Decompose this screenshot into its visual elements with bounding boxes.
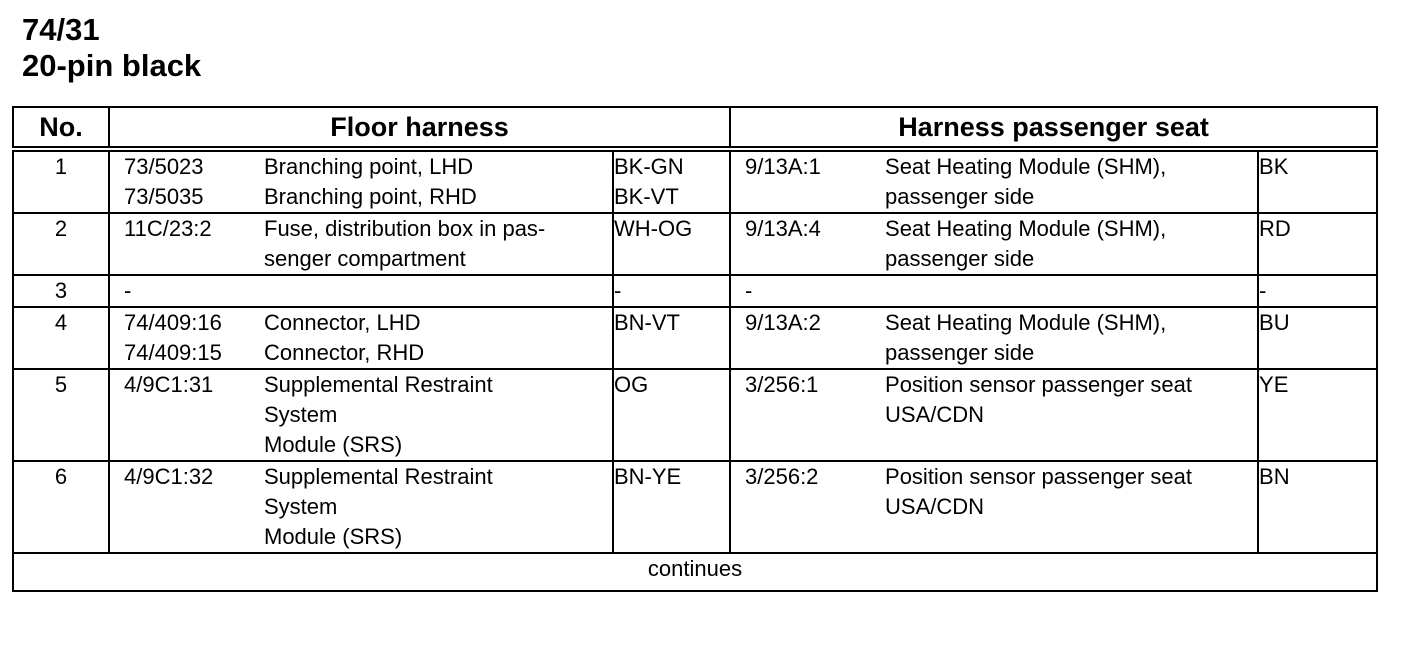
pin-number: 2 [13,213,109,275]
seat-wire-color: BU [1258,307,1377,369]
seat-connector-code: 9/13A:1 [745,154,821,179]
seat-wire-color: BK [1258,149,1377,213]
seat-description: Seat Heating Module (SHM), [885,310,1167,335]
seat-description: passenger side [885,246,1035,271]
floor-description: Fuse, distribution box in pas- [264,216,546,241]
seat-description: Position sensor passenger seat [885,372,1192,397]
floor-description: Branching point, RHD [264,184,477,209]
floor-description: Branching point, LHD [264,154,474,179]
wire-color-code: WH-OG [614,216,693,241]
wire-color-code: BK-VT [614,184,679,209]
floor-description: Module (SRS) [264,432,403,457]
table-row [13,275,1377,307]
seat-description: Position sensor passenger seat [885,464,1192,489]
floor-harness-cell [109,369,613,461]
floor-description: senger compartment [264,246,466,271]
connector-code: 74/31 [22,12,100,47]
floor-harness-cell [109,307,613,369]
table-row [13,213,1377,275]
floor-connector-code: 4/9C1:31 [124,372,214,397]
passenger-seat-cell [730,369,1258,461]
floor-connector-code: 74/409:16 [124,310,222,335]
pin-number: 5 [13,369,109,461]
floor-connector-code: 11C/23:2 [124,216,212,241]
seat-description: passenger side [885,340,1035,365]
column-header-passenger-seat: Harness passenger seat [730,107,1377,149]
wire-color-code: BN-VT [614,310,680,335]
floor-wire-color [613,275,730,307]
floor-description: Module (SRS) [264,524,403,549]
seat-description: USA/CDN [885,402,985,427]
floor-wire-color [613,461,730,553]
passenger-seat-cell [730,461,1258,553]
seat-connector-code: - [745,278,753,303]
seat-wire-color: RD [1258,213,1377,275]
floor-connector-code: 4/9C1:32 [124,464,214,489]
floor-connector-code: 74/409:15 [124,340,222,365]
table-row [13,369,1377,461]
seat-description: USA/CDN [885,494,985,519]
seat-wire-color: BN [1258,461,1377,553]
floor-wire-color [613,213,730,275]
floor-harness-cell [109,213,613,275]
seat-connector-code: 9/13A:4 [745,216,821,241]
passenger-seat-cell [730,213,1258,275]
floor-description: Supplemental Restraint [264,372,493,397]
pin-number: 1 [13,149,109,213]
pin-number: 3 [13,275,109,307]
column-header-no: No. [13,107,109,149]
table-footer-row [13,553,1377,591]
floor-harness-cell [109,275,613,307]
table-header-row [13,107,1377,149]
floor-wire-color [613,369,730,461]
seat-description: passenger side [885,184,1035,209]
column-header-floor-harness: Floor harness [109,107,730,149]
seat-wire-color: - [1258,275,1377,307]
pinout-table [12,106,1378,592]
connector-description: 20-pin black [22,48,202,83]
floor-description: System [264,494,338,519]
seat-connector-code: 9/13A:2 [745,310,821,335]
passenger-seat-cell [730,307,1258,369]
passenger-seat-cell [730,275,1258,307]
wire-color-code: BK-GN [614,154,684,179]
table-row [13,307,1377,369]
wire-color-code: - [614,278,622,303]
seat-connector-code: 3/256:2 [745,464,819,489]
floor-connector-code: - [124,278,132,303]
continues-note: continues [13,553,1377,591]
passenger-seat-cell [730,149,1258,213]
floor-description: Connector, LHD [264,310,421,335]
document-title [22,12,201,84]
floor-description: Supplemental Restraint [264,464,493,489]
floor-harness-cell [109,149,613,213]
table-row [13,149,1377,213]
seat-connector-code: 3/256:1 [745,372,819,397]
seat-wire-color: YE [1258,369,1377,461]
floor-harness-cell [109,461,613,553]
pin-number: 4 [13,307,109,369]
floor-wire-color [613,149,730,213]
floor-description: Connector, RHD [264,340,425,365]
wire-color-code: OG [614,372,649,397]
floor-connector-code: 73/5035 [124,184,204,209]
floor-description: System [264,402,338,427]
seat-description: Seat Heating Module (SHM), [885,216,1167,241]
floor-connector-code: 73/5023 [124,154,204,179]
pin-number: 6 [13,461,109,553]
wire-color-code: BN-YE [614,464,682,489]
seat-description: Seat Heating Module (SHM), [885,154,1167,179]
table-row [13,461,1377,553]
floor-wire-color [613,307,730,369]
